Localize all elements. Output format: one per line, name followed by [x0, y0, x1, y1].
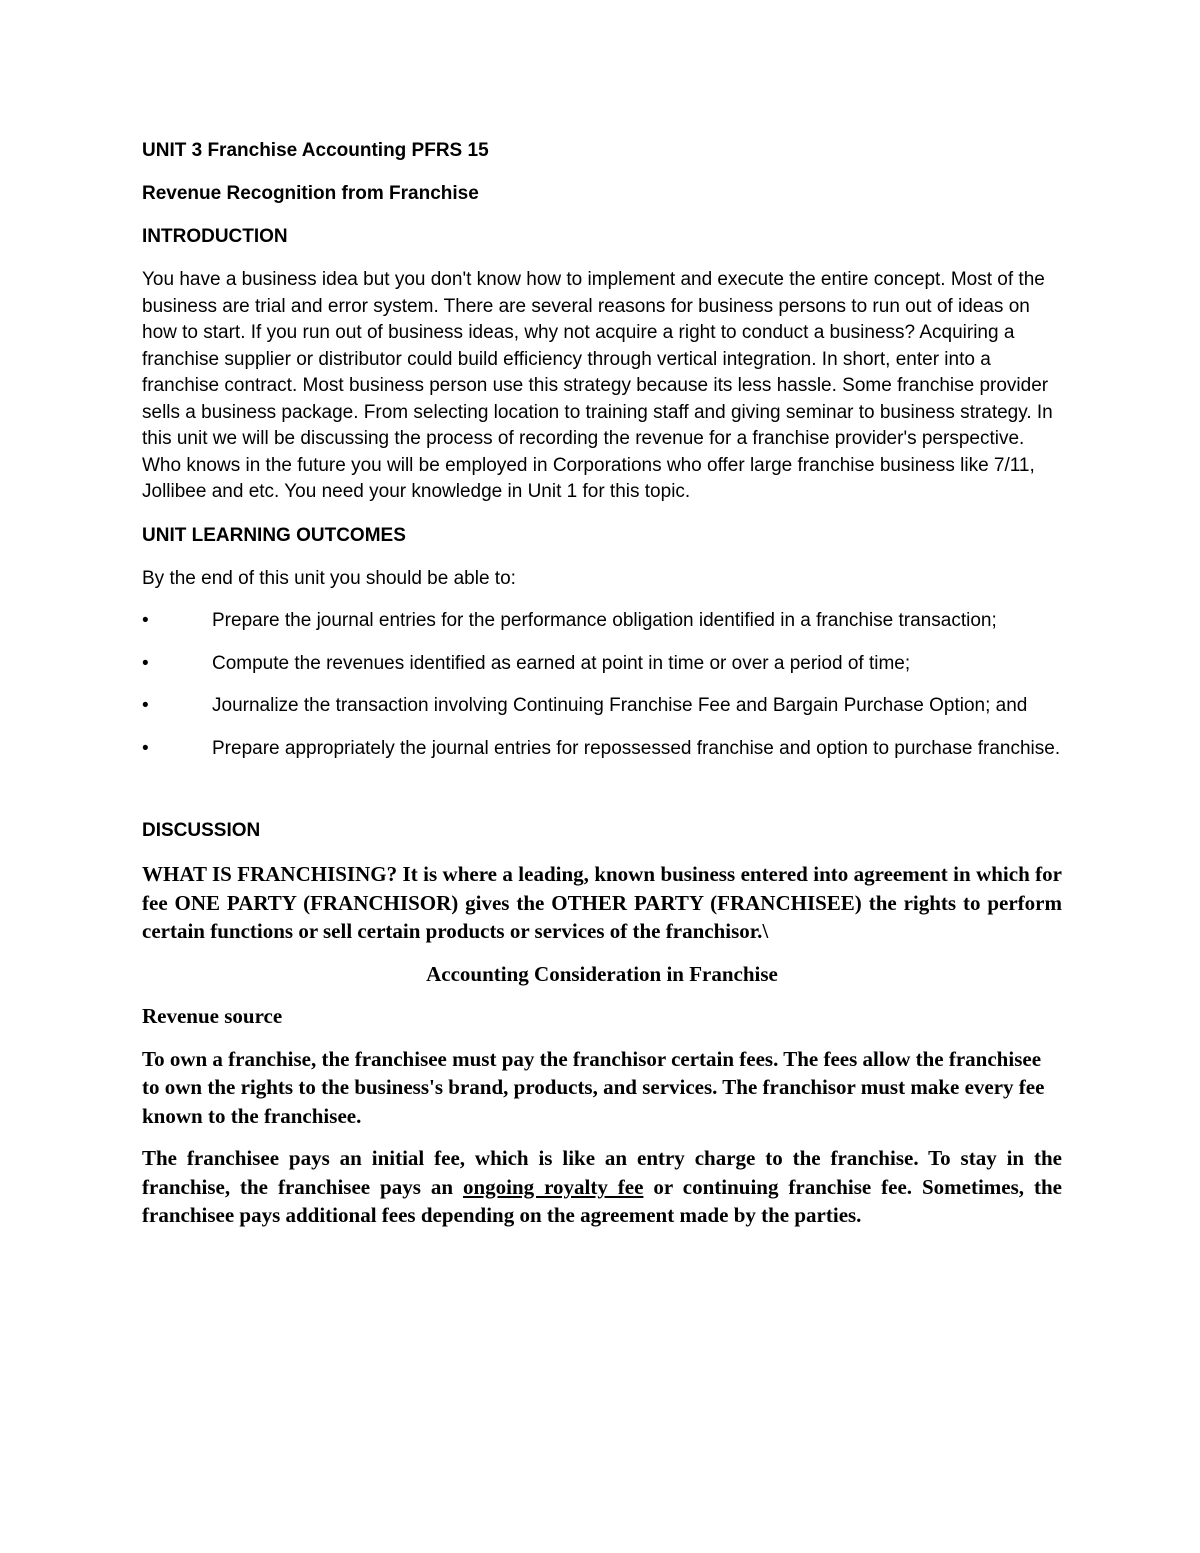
bullet-symbol: •	[142, 610, 149, 631]
outcome-item-text: Compute the revenues identified as earned at point in time or over a period of time;	[212, 652, 911, 674]
introduction-text: You have a business idea but you don't know how to implement and execute the entire concept. Most of the business are trial and error system. There are several reasons for business persons to run out of ideas on how to start. If you run out of business ideas, why not acquire a right to conduct a business? Acquiring a franchise supplier or distributor could build efficiency through vertical integration. In short, enter into a franchise contract. Most business person use this strategy because its less hassle. Some franchise provider sells a business package. From selecting location to training staff and giving seminar to business strategy. In this unit we will be discussing the process of recording the revenue for a franchise provider's perspective. Who knows in the future you will be employed in Corporations who offer large franchise business like 7/11, Jollibee and etc. You need your knowledge in Unit 1 for this topic.	[142, 269, 1053, 502]
unit-title: UNIT 3 Franchise Accounting PFRS 15	[142, 140, 489, 161]
revenue-source-heading: Revenue source	[142, 1004, 283, 1028]
franchising-definition: WHAT IS FRANCHISING? It is where a leading, known business entered into agreement in which for fee ONE PARTY (FRANCHISOR) gives the OTHER PARTY (FRANCHISEE) the rights to perform certain functions or sell certain products or services of the franchisor.\	[142, 862, 1062, 943]
outcome-item	[142, 608, 1062, 635]
outcome-item	[142, 736, 1062, 763]
outcome-item	[142, 693, 1062, 720]
document-content	[142, 138, 1062, 1230]
outcomes-lead: By the end of this unit you should be able to:	[142, 567, 516, 589]
outcome-item	[142, 651, 1062, 678]
revenue-paragraph-2	[142, 1144, 1062, 1230]
outcomes-heading: UNIT LEARNING OUTCOMES	[142, 524, 406, 546]
outcome-item-text: Journalize the transaction involving Continuing Franchise Fee and Bargain Purchase Option; and	[212, 695, 1028, 716]
section-title: Accounting Consideration in Franchise	[426, 961, 778, 986]
outcome-item-text: Prepare appropriately the journal entries for repossessed franchise and option to purchase franchise.	[212, 737, 1061, 759]
revenue-paragraph-1: To own a franchise, the franchisee must pay the franchisor certain fees. The fees allow the franchisee to own the rights to the business's brand, products, and services. The franchisor must make every fee known to the franchisee.	[142, 1046, 1045, 1128]
revenue-paragraph-2-start: The franchisee pays an initial fee, which is like an entry charge to the franchise. To stay in the franchise, the franchisee pays an	[142, 1146, 1062, 1199]
discussion-heading: DISCUSSION	[142, 820, 261, 841]
subtitle: Revenue Recognition from Franchise	[142, 183, 479, 204]
bullet-symbol: •	[142, 652, 149, 674]
bullet-symbol: •	[142, 695, 149, 716]
revenue-paragraph-2-end: or continuing franchise fee. Sometimes, the franchisee pays additional fees depending on the agreement made by the parties.	[142, 1174, 1062, 1227]
introduction-heading: INTRODUCTION	[142, 226, 288, 247]
outcome-item-text: Prepare the journal entries for the performance obligation identified in a franchise transaction;	[212, 610, 997, 631]
bullet-symbol: •	[142, 737, 149, 759]
ongoing-royalty-fee-term: ongoing royalty fee	[462, 1174, 644, 1199]
